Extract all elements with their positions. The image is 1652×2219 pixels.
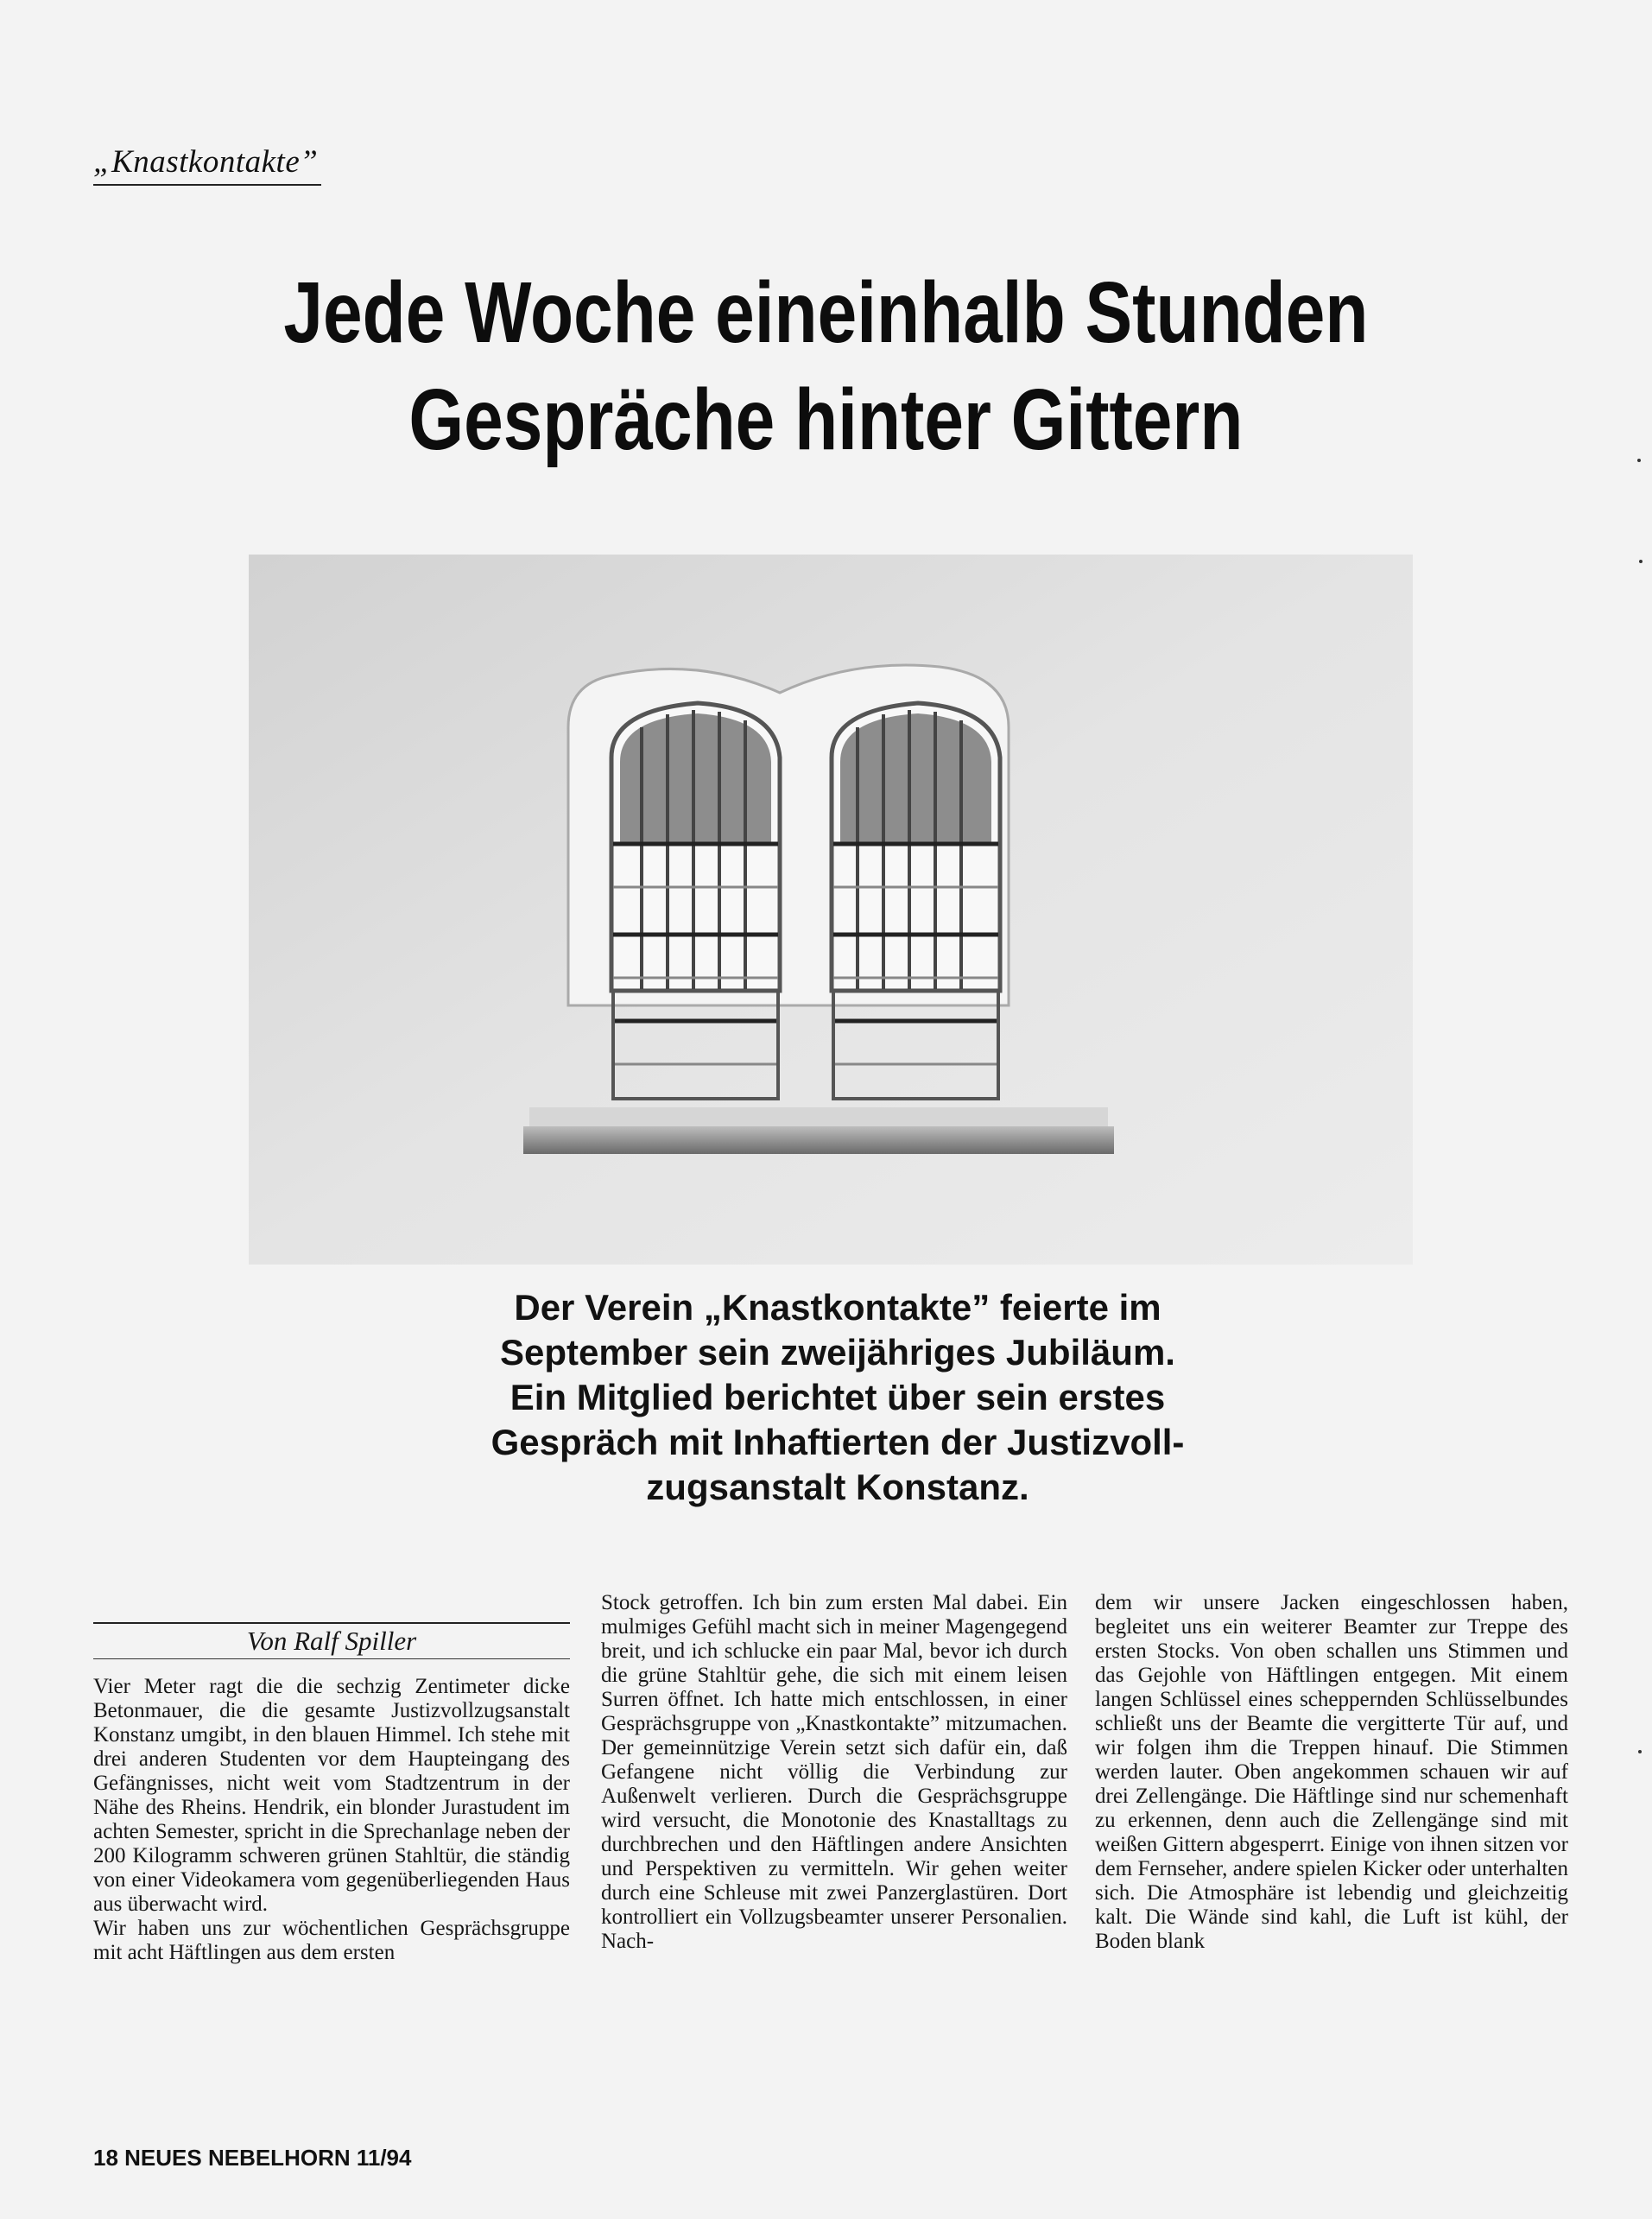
article-photo: [249, 555, 1413, 1265]
right-window-upper-pane: [840, 713, 991, 844]
body-paragraph: Wir haben uns zur wöchentlichen Gesprächsgruppe mit acht Häftlingen aus dem ersten: [93, 1917, 570, 1964]
body-paragraph: dem wir unsere Jacken eingeschlossen haben, begleitet uns ein weiterer Beamter zur Treppe des ersten Stocks. Von oben schallen uns Stimmen und das Gejohle von Häftlingen entgegen. Mit einem langen Schlüssel eines scheppernden Schlüsselbundes schließt uns der Beamte die vergitterte Tür auf, und wir folgen ihm die Treppen hinauf. Die Stimmen werden lauter. Oben angekommen schauen wir auf drei Zellengänge. Die Häftlinge sind nur schemenhaft zu erkennen, denn auch die Zellengänge sind mit weißen Gittern abgesperrt. Einige von ihnen sitzen vor dem Fernseher, andere spielen Kicker oder unterhalten sich. Die Atmosphäre ist lebendig und gleichzeitig kalt. Die Wände sind kahl, die Luft ist kühl, der Boden blank: [1095, 1591, 1568, 1953]
body-column-3: [1095, 1591, 1568, 1954]
print-speck: [1637, 459, 1641, 462]
headline-line-2: Gespräche hinter Gittern: [408, 371, 1244, 468]
print-speck: [1638, 1750, 1642, 1753]
dek-line-2: September sein zweijähriges Jubiläum.: [500, 1332, 1175, 1373]
dek-line-1: Der Verein „Knastkontakte” feierte im: [514, 1287, 1161, 1328]
body-column-2: [601, 1591, 1067, 1954]
dek-line-5: zugsanstalt Konstanz.: [646, 1467, 1029, 1507]
barred-window-illustration: [249, 555, 1413, 1265]
section-kicker: „Knastkontakte”: [93, 143, 321, 186]
dek-line-4: Gespräch mit Inhaftierten der Justizvoll-: [491, 1422, 1185, 1462]
dek-line-3: Ein Mitglied berichtet über sein erstes: [510, 1377, 1166, 1417]
headline-line-1: Jede Woche eineinhalb Stunden: [283, 264, 1369, 361]
body-column-1: [93, 1591, 570, 1965]
body-paragraph: Stock getroffen. Ich bin zum ersten Mal dabei. Ein mulmiges Gefühl macht sich in meiner Magengegend breit, und ich schlucke ein paar Mal, bevor ich durch die grüne Stahltür gehe, die sich mit einem leisen Surren öffnet. Ich hatte mich entschlossen, in einer Gesprächsgruppe von „Knastkontakte” mitzumachen. Der gemeinnützige Verein setzt sich dafür ein, daß Gefangene nicht völlig die Verbindung zur Außenwelt verlieren. Durch die Gesprächsgruppe wird versucht, die Monotonie des Knastalltags zu durchbrechen und den Häftlingen andere Ansichten und Perspektiven zu vermitteln. Wir gehen weiter durch eine Schleuse mit zwei Panzerglastüren. Dort kontrolliert ein Vollzugsbeamter unserer Personalien. Nach-: [601, 1591, 1067, 1953]
body-paragraph: Vier Meter ragt die die sechzig Zentimeter dicke Betonmauer, die die gesamte Justizvollzugsanstalt Konstanz umgibt, in den blauen Himmel. Ich stehe mit drei anderen Studenten vor dem Haupteingang des Gefängnisses, nicht weit vom Stadtzentrum in der Nähe des Rheins. Hendrik, ein blonder Jurastudent im achten Semester, spricht in die Sprechanlage neben der 200 Kilogramm schweren grünen Stahltür, die ständig von einer Videokamera vom gegenüberliegenden Haus aus überwacht wird.: [93, 1675, 570, 1916]
headline: [149, 259, 1503, 473]
byline: Von Ralf Spiller: [93, 1624, 570, 1659]
print-speck: [1639, 560, 1643, 563]
article-dek: [363, 1285, 1313, 1510]
window-sill: [523, 1126, 1114, 1154]
window-sill-top: [529, 1107, 1108, 1126]
page-folio: 18 NEUES NEBELHORN 11/94: [93, 2145, 412, 2171]
